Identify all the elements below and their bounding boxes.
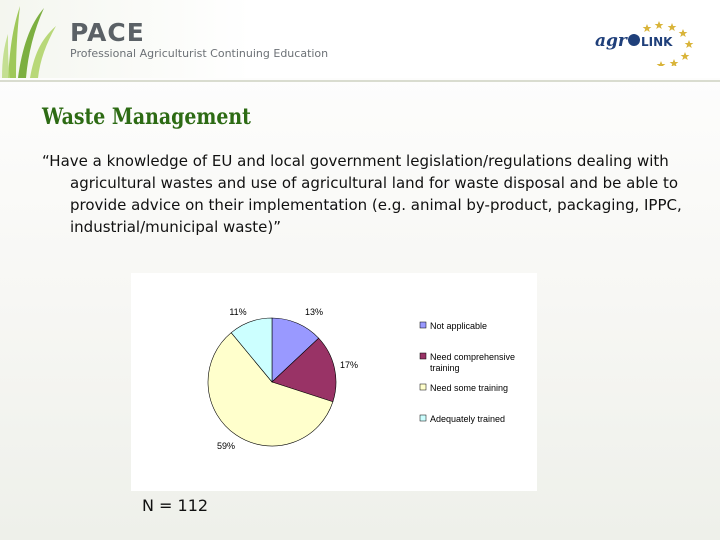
slice-label-3: 59% bbox=[216, 441, 236, 451]
legend-swatch-1 bbox=[420, 322, 426, 328]
legend-swatch-4 bbox=[420, 415, 426, 421]
legend-swatch-3 bbox=[420, 384, 426, 390]
slide-title: Waste Management bbox=[42, 104, 251, 130]
legend-label-4: Adequately trained bbox=[430, 414, 506, 424]
svg-text:agr: agr bbox=[595, 31, 627, 51]
logo-title: PACE bbox=[70, 18, 145, 47]
legend-label-1: Not applicable bbox=[430, 321, 488, 331]
pie-chart bbox=[131, 273, 537, 491]
pie-chart-svg bbox=[131, 273, 537, 491]
grass-logo-icon bbox=[0, 0, 62, 78]
slice-label-4: 11% bbox=[229, 307, 247, 317]
quote-text: “Have a knowledge of EU and local government legislation/regulations dealing with agricultural wastes and use of agricultural land for waste disposal and be able to provide advice on their implementation (e.g. animal by-product, packaging, IPPC, industrial/municipal waste)” bbox=[42, 152, 682, 236]
slice-label-2: 17% bbox=[339, 360, 359, 370]
competency-quote bbox=[42, 150, 702, 238]
header bbox=[0, 0, 720, 78]
logo-subtitle: Professional Agriculturist Continuing Education bbox=[70, 47, 329, 60]
legend-swatch-2 bbox=[420, 353, 426, 359]
agrilink-logo-icon bbox=[585, 18, 705, 66]
legend-label-3: Need some training bbox=[430, 383, 509, 393]
slice-label-1: 13% bbox=[304, 307, 324, 317]
sample-size-label: N = 112 bbox=[142, 496, 209, 515]
legend-label-2: Need comprehensive training bbox=[430, 352, 516, 373]
header-divider bbox=[0, 80, 720, 82]
svg-text:LINK: LINK bbox=[641, 35, 673, 49]
